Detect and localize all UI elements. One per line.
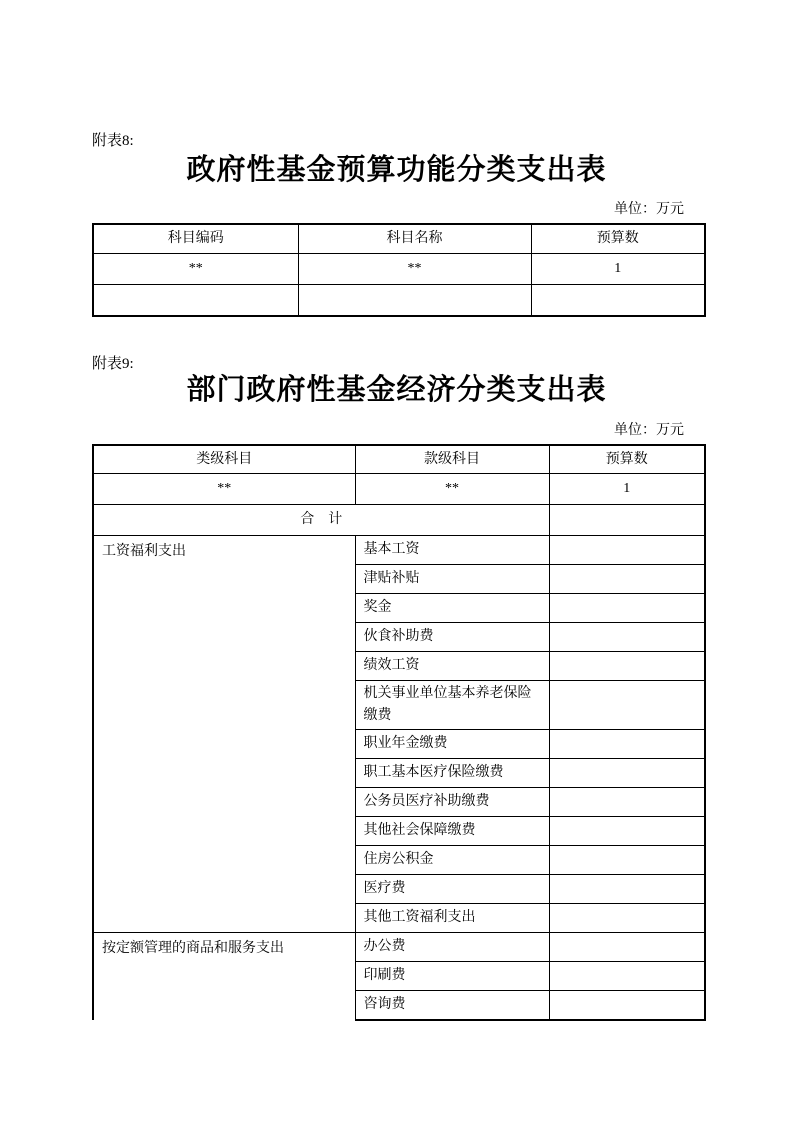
budget-cell [531, 285, 705, 317]
item-name-cell: 办公费 [355, 933, 549, 962]
item-value-cell [549, 875, 705, 904]
table9 [92, 444, 706, 1021]
table8-header-budget: 预算数 [531, 224, 705, 254]
item-value-cell [549, 652, 705, 681]
table9-title: 部门政府性基金经济分类支出表 [186, 374, 607, 406]
item-subject-cell: ** [355, 474, 549, 505]
item-value-cell [549, 846, 705, 875]
table9-header-class-subject: 类级科目 [93, 445, 355, 474]
table9-header-budget: 预算数 [549, 445, 705, 474]
item-name-cell: 津贴补贴 [355, 565, 549, 594]
table9-body [93, 474, 705, 1021]
item-name-cell: 医疗费 [355, 875, 549, 904]
budget-cell: 1 [549, 474, 705, 505]
code-cell: ** [93, 254, 298, 285]
item-value-cell [549, 730, 705, 759]
item-name-cell: 其他社会保障缴费 [355, 817, 549, 846]
table9-header-row [93, 445, 705, 474]
item-value-cell [549, 991, 705, 1021]
table8-header-code: 科目编码 [93, 224, 298, 254]
category-cell: 按定额管理的商品和服务支出 [93, 933, 355, 1021]
total-value-cell [549, 505, 705, 536]
item-value-cell [549, 817, 705, 846]
item-value-cell [549, 933, 705, 962]
item-name-cell: 伙食补助费 [355, 623, 549, 652]
item-name-cell: 住房公积金 [355, 846, 549, 875]
name-cell [298, 285, 531, 317]
item-value-cell [549, 623, 705, 652]
table-row [93, 285, 705, 317]
name-cell: ** [298, 254, 531, 285]
item-value-cell [549, 594, 705, 623]
code-cell [93, 285, 298, 317]
class-subject-cell: ** [93, 474, 355, 505]
table9-header-item-subject: 款级科目 [355, 445, 549, 474]
item-value-cell [549, 681, 705, 730]
item-value-cell [549, 904, 705, 933]
item-name-cell: 印刷费 [355, 962, 549, 991]
table9-item-row [93, 933, 705, 962]
total-label-cell: 合 计 [93, 505, 549, 536]
table8-title: 政府性基金预算功能分类支出表 [186, 154, 607, 186]
item-name-cell: 其他工资福利支出 [355, 904, 549, 933]
category-cell: 工资福利支出 [93, 536, 355, 933]
table8-header-row [93, 224, 705, 254]
item-name-cell: 机关事业单位基本养老保险缴费 [355, 681, 549, 730]
item-name-cell: 咨询费 [355, 991, 549, 1021]
table9-unit-label: 单位：万元 [614, 423, 684, 438]
table9-appendix-label: 附表9: [92, 356, 134, 372]
table-row [93, 474, 705, 505]
item-value-cell [549, 788, 705, 817]
total-row [93, 505, 705, 536]
table9-item-row [93, 536, 705, 565]
table8-appendix-label: 附表8: [92, 133, 134, 149]
item-value-cell [549, 565, 705, 594]
item-name-cell: 基本工资 [355, 536, 549, 565]
table8-header-name: 科目名称 [298, 224, 531, 254]
item-name-cell: 奖金 [355, 594, 549, 623]
item-value-cell [549, 536, 705, 565]
item-name-cell: 职工基本医疗保险缴费 [355, 759, 549, 788]
item-name-cell: 公务员医疗补助缴费 [355, 788, 549, 817]
item-name-cell: 绩效工资 [355, 652, 549, 681]
table8-unit-label: 单位：万元 [614, 202, 684, 217]
table8 [92, 223, 706, 317]
item-value-cell [549, 962, 705, 991]
table-row [93, 254, 705, 285]
item-name-cell: 职业年金缴费 [355, 730, 549, 759]
budget-cell: 1 [531, 254, 705, 285]
item-value-cell [549, 759, 705, 788]
